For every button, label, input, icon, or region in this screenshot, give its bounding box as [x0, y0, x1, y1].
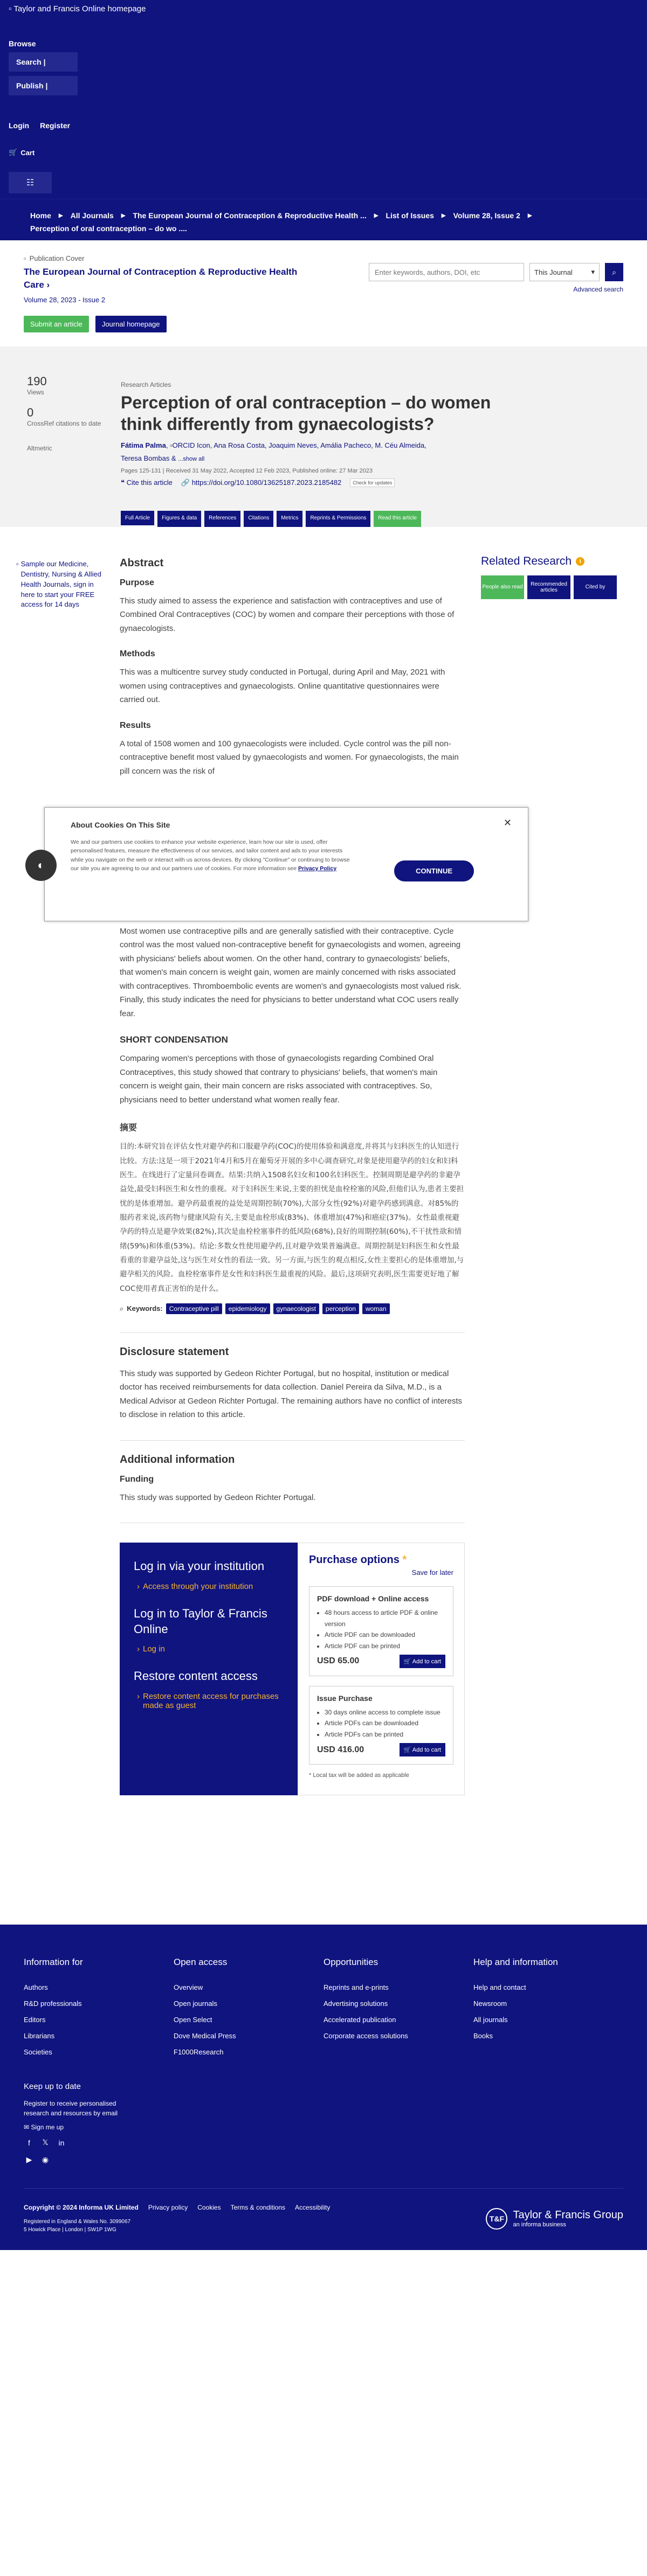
footer-privacy-link[interactable]: Privacy policy	[148, 2203, 188, 2211]
facebook-icon[interactable]: f	[28, 2138, 30, 2147]
footer-column	[473, 1957, 623, 2060]
register-link[interactable]: Register	[40, 121, 71, 130]
cookie-banner	[37, 807, 528, 921]
breadcrumb-separator-icon: ▶	[527, 212, 532, 219]
conclusion-text: Most women use contraceptive pills and are generally satisfied with their contraceptive. Cycle control was the most valued non-contraceptive benefit for gynaecologists and women, agreeing with physicians' beliefs about women. On the other hand, contrary to gynaecologists' beliefs, that women's main concern is weight gain, women are mainly concerned with risks associated with contraceptives. Thromboembolic events are women's and gynaecologists most valued risk. Finally, this study indicates the need for physicians to better understand what COC users really fear.	[120, 926, 462, 1018]
keyword-chip[interactable]: gynaecologist	[273, 1303, 319, 1314]
privacy-policy-link[interactable]: Privacy Policy	[298, 865, 337, 872]
breadcrumb-item[interactable]: All Journals	[70, 211, 114, 220]
youtube-icon[interactable]: ▶	[26, 2155, 32, 2164]
footer-link[interactable]: R&D professionals	[24, 1999, 82, 2008]
article-metrics	[27, 374, 108, 452]
keep-up-heading: Keep up to date	[24, 2081, 81, 2091]
publication-history: Pages 125-131 | Received 31 May 2022, Accepted 12 Feb 2023, Published online: 27 Mar 2023	[121, 467, 373, 474]
article-title: Perception of oral contraception – do women think differently from gynaecologists?	[121, 392, 491, 434]
cookie-logo-icon: ◐	[25, 850, 57, 881]
footer-link[interactable]: Help and contact	[473, 1983, 526, 1992]
views-count: 190	[27, 374, 47, 388]
tab-recommended[interactable]: Recommended articles	[527, 575, 570, 599]
cite-article-link[interactable]: ❝ Cite this article	[121, 478, 173, 487]
footer-column-title: Open access	[174, 1957, 228, 1968]
footer-link[interactable]: Editors	[24, 2015, 46, 2024]
altmetric-label[interactable]: Altmetric	[27, 444, 52, 452]
footer-column	[324, 1957, 473, 2060]
short-condensation-heading: SHORT CONDENSATION	[120, 1034, 228, 1045]
keyword-chip[interactable]: Contraceptive pill	[166, 1303, 222, 1314]
cookie-continue-button[interactable]: CONTINUE	[394, 860, 474, 881]
breadcrumb-separator-icon: ▶	[121, 212, 126, 219]
footer-link[interactable]: Advertising solutions	[324, 1999, 388, 2008]
orcid-icon[interactable]: ▫	[170, 441, 173, 449]
breadcrumb-item[interactable]: List of Issues	[386, 211, 434, 220]
tf-logo-icon: T&F	[486, 2208, 507, 2230]
tab-metrics[interactable]: Metrics	[277, 511, 302, 527]
weibo-icon[interactable]: ◉	[42, 2155, 49, 2164]
related-research-heading: Related Research	[481, 554, 572, 567]
footer-accessibility-link[interactable]: Accessibility	[294, 2203, 331, 2211]
search-icon: ⌕	[612, 267, 616, 276]
journal-title-link[interactable]: The European Journal of Contraception & Reproductive Health Care ›	[24, 267, 298, 290]
funding-heading: Funding	[120, 1474, 154, 1484]
related-research	[481, 527, 643, 1817]
crossref-count: 0	[27, 405, 34, 419]
advanced-search-link[interactable]: Advanced search	[573, 286, 623, 293]
journal-header	[0, 240, 647, 346]
footer-cookies-link[interactable]: Cookies	[197, 2203, 221, 2211]
keyword-chip[interactable]: epidemiology	[225, 1303, 270, 1314]
footer-link[interactable]: Reprints and e-prints	[324, 1983, 389, 1992]
tab-citations[interactable]: Citations	[244, 511, 273, 527]
footer-link[interactable]: F1000Research	[174, 2047, 224, 2056]
footer-link[interactable]: Librarians	[24, 2031, 55, 2040]
methods-text: This was a multicentre survey study conducted in Portugal, during April and May, 2021 with women using contraceptives and gynaecologists. Online quantitative questionnaires were carried out.	[120, 668, 445, 705]
disclosure-heading: Disclosure statement	[120, 1345, 229, 1358]
footer-link[interactable]: Open journals	[174, 1999, 217, 2008]
keywords-label: Keywords:	[127, 1304, 163, 1313]
price: USD 65.00	[317, 1656, 360, 1666]
methods-heading: Methods	[120, 649, 155, 659]
tf-login-heading: Log in to Taylor & Francis Online	[134, 1607, 267, 1636]
tab-full-article[interactable]: Full Article	[121, 511, 154, 527]
tax-note: * Local tax will be added as applicable	[309, 1772, 409, 1779]
tab-cited-by[interactable]: Cited by	[574, 575, 617, 599]
social-links	[24, 2137, 623, 2148]
crossref-label: CrossRef citations to date	[27, 419, 101, 427]
mail-icon: ✉	[24, 2123, 30, 2131]
tab-people-also-read[interactable]: People also read	[481, 575, 524, 599]
save-for-later-link[interactable]: Save for later	[411, 1568, 453, 1577]
doi-link[interactable]: 🔗 https://doi.org/10.1080/13625187.2023.2185482	[181, 478, 342, 487]
price: USD 416.00	[317, 1745, 364, 1754]
footer-link[interactable]: Overview	[174, 1983, 203, 1992]
abstract-heading: Abstract	[120, 557, 164, 569]
link-icon: 🔗	[181, 478, 190, 487]
search-input[interactable]	[369, 263, 524, 281]
cookie-description: We and our partners use cookies to enhance your website experience, learn how our site is used, offer personalised features, measure the effectiveness of our services, and tailor content and ads to your interests while you navigate on the web or interact with us across devices. By clicking "Continue" or continuing to browse our site you are agreeing to our and our partners use of cookies. For more information see Privacy Policy	[71, 838, 350, 872]
signup-link[interactable]: ✉ Sign me up	[24, 2123, 64, 2131]
login-link[interactable]: › Log in	[137, 1644, 165, 1654]
check-updates-badge[interactable]: Check for updates	[350, 478, 395, 487]
footer-column-title: Information for	[24, 1957, 83, 1968]
menu-toggle-button[interactable]	[9, 172, 52, 193]
close-icon[interactable]: ✕	[503, 817, 512, 828]
purchase-option-pdf: PDF download + Online access • 48 hours access to article PDF & online version • Article PDF can be downloaded • Article PDF can be printed USD 65.00 🛒 Add to cart	[309, 1586, 453, 1676]
cookie-title: About Cookies On This Site	[71, 820, 170, 829]
chevron-right-icon: ›	[137, 1582, 140, 1591]
author-list: Fátima Palma, ▫ORCID Icon, Ana Rosa Costa, Joaquim Neves, Amália Pacheco, M. Céu Almeida, Teresa Bombas & ...show all	[121, 441, 426, 463]
keyword-chip[interactable]: perception	[322, 1303, 359, 1314]
company-registration: Registered in England & Wales No. 3099067 5 Howick Place | London | SW1P 1WG	[24, 2218, 131, 2233]
author-link[interactable]: Teresa Bombas &	[121, 454, 176, 463]
journal-homepage-button[interactable]: Journal homepage	[95, 316, 167, 332]
disclosure-text: This study was supported by Gedeon Richter Portugal, but no hospital, institution or medical doctor has received reimbursements for data collection. Daniel Pereira da Silva, M.D., is a Medical Advisor at Gedeon Richter Portugal. The remaining authors have no conflict of interests to disclose in relation to this article.	[120, 1369, 463, 1420]
submit-article-button[interactable]: Submit an article	[24, 316, 89, 332]
chinese-abstract-heading: 摘要	[120, 1122, 137, 1133]
results-heading: Results	[120, 720, 151, 730]
short-condensation-text: Comparing women's perceptions with those of gynaecologists regarding Combined Oral Contraceptives, this study showed that contrary to physicians' beliefs, that women's main concern is weight gain, their main concern are risks associated with contraceptives. So, physicians need to better understand what women really fear.	[120, 1054, 438, 1105]
purchase-heading: Purchase options *	[309, 1554, 407, 1566]
results-text: A total of 1508 women and 100 gynaecologists were included. Cycle control was the pill non-contraceptive benefit most valued by gynaecologists and women. For gynaecologists, the main pill concern was the risk of	[120, 739, 459, 776]
author-link[interactable]: Fátima Palma	[121, 441, 166, 449]
x-twitter-icon[interactable]: 𝕏	[42, 2138, 49, 2147]
footer-link[interactable]: Books	[473, 2031, 493, 2040]
star-icon: *	[402, 1554, 407, 1566]
social-links-2	[24, 2155, 623, 2165]
breadcrumb-item[interactable]: Volume 28, Issue 2	[453, 211, 520, 220]
institution-login-heading: Log in via your institution	[134, 1559, 265, 1573]
show-all-authors-link[interactable]: ...show all	[178, 456, 205, 463]
add-to-cart-button[interactable]: 🛒 Add to cart	[400, 1743, 445, 1756]
site-logo[interactable]: ▫ Taylor and Francis Online homepage	[9, 4, 146, 13]
footer-link[interactable]: Authors	[24, 1983, 48, 1992]
additional-info-heading: Additional information	[120, 1453, 235, 1466]
cart-link[interactable]: Cart	[20, 148, 35, 157]
tab-reprints[interactable]: Reprints & Permissions	[306, 511, 370, 527]
add-to-cart-button[interactable]: 🛒 Add to cart	[400, 1655, 445, 1668]
chevron-down-icon: ▾	[591, 268, 595, 276]
footer-column-title: Help and information	[473, 1957, 558, 1968]
publication-cover[interactable]: ▫ Publication Cover	[24, 254, 85, 262]
newsletter-section	[24, 2082, 623, 2165]
article-body	[120, 527, 465, 1817]
tab-figures-data[interactable]: Figures & data	[157, 511, 201, 527]
keyword-chip[interactable]: woman	[362, 1303, 390, 1314]
tf-group-logo[interactable]: T&F Taylor & Francis Group an informa business	[486, 2204, 623, 2234]
breadcrumb-separator-icon: ▶	[374, 212, 378, 219]
hamburger-icon: ☷	[26, 178, 35, 188]
keep-up-text: Register to receive personalised research and resources by email	[24, 2099, 118, 2117]
search-scope-select[interactable]: This Journal ▾	[529, 263, 600, 281]
breadcrumb-separator-icon: ▶	[441, 212, 446, 219]
tab-references[interactable]: References	[204, 511, 240, 527]
site-header	[0, 0, 647, 199]
browse-label: Browse	[9, 39, 36, 48]
broken-image-icon: ▫	[24, 254, 26, 262]
footer-link[interactable]: All journals	[473, 2015, 508, 2024]
chevron-right-icon: ›	[137, 1691, 140, 1701]
breadcrumb	[0, 199, 647, 240]
article-tabs	[121, 511, 623, 527]
copyright: Copyright © 2024 Informa UK Limited	[24, 2203, 139, 2211]
broken-image-icon: ▫	[16, 559, 19, 568]
footer-link[interactable]: Corporate access solutions	[324, 2031, 408, 2040]
footer-link[interactable]: Accelerated publication	[324, 2015, 396, 2024]
views-label: Views	[27, 388, 44, 396]
divider	[120, 1440, 465, 1441]
search-icon: ⌕	[120, 1304, 124, 1313]
purpose-text: This study aimed to assess the experience and satisfaction with contraceptives and use of Combined Oral Contraceptives (COC) by women and compare their perceptions with those of gynaecologists.	[120, 596, 455, 633]
quote-icon: ❝	[121, 478, 125, 487]
cart-icon: 🛒	[403, 1658, 411, 1665]
cart-icon: 🛒	[9, 148, 18, 156]
breadcrumb-item: Perception of oral contraception – do wo ....	[30, 224, 187, 233]
restore-heading: Restore content access	[134, 1669, 258, 1683]
login-link[interactable]: Login	[9, 121, 30, 130]
chinese-abstract-text: 目的:本研究旨在评估女性对避孕药和口服避孕药(COC)的使用体验和满意度,并将其与妇科医生的认知进行比较。方法:这是一项于2021年4月和5月在葡萄牙开展的多中心调查研究,对象是使用避孕药的妇女和妇科医生。在线进行了定量问卷调查。结果:共纳入1508名妇女和100名妇科医生。控制周期是避孕药的非避孕益处,最受妇科医生和女性的重视。对于妇科医生来说,主要的担忧是血栓栓塞的风险,但他们认为,患者主要担忧的是体重增加。避孕药最重视的益处是周期控制(70%),大部分女性(92%)对避孕药感到满意。对85%的服药者来说,该药物与健康风险有关,主要是血栓形成(83%)、体重增加(47%)和癌症(37%)。女性最重视避孕药的特点是避孕效果(82%),其次是血栓栓塞事件的低风险(68%),良好的周期控制(60%),不干扰性欲和情绪(59%)和体重(53%)。结论:多数女性使用避孕药,且对避孕效果普遍满意。周期控制是妇科医生和女性最看重的非避孕益处,这与医生对女性的看法一致。另一方面,与医生的观点相反,女性主要担心的是体重增加,与避孕相关的风险。血栓栓塞事件是女性和妇科医生最重视的风险。最后,这项研究表明,医生需要更好地了解COC使用者真正害怕的是什么。	[120, 1142, 464, 1293]
article-type: Research Articles	[121, 380, 171, 388]
linkedin-icon[interactable]: in	[58, 2138, 65, 2147]
purchase-option-issue: Issue Purchase • 30 days online access to complete issue • Article PDFs can be downloaded • Article PDFs can be printed USD 416.00 🛒 Add to cart	[309, 1686, 453, 1765]
sample-access-ad[interactable]: ▫ Sample our Medicine, Dentistry, Nursing & Allied Health Journals, sign in here to start your FREE access for 14 days	[16, 559, 102, 610]
search-nav-button[interactable]: Search |	[9, 52, 78, 72]
restore-access-link[interactable]: › Restore content access for purchases made as guest	[137, 1691, 279, 1710]
author-links[interactable]: Ana Rosa Costa, Joaquim Neves, Amália Pacheco, M. Céu Almeida,	[214, 441, 426, 449]
footer-column	[174, 1957, 324, 2060]
breadcrumb-separator-icon: ▶	[58, 212, 63, 219]
breadcrumb-item[interactable]: Home	[30, 211, 51, 220]
keywords	[120, 1303, 465, 1314]
funding-text: This study was supported by Gedeon Richter Portugal.	[120, 1492, 316, 1502]
footer-link[interactable]: Dove Medical Press	[174, 2031, 236, 2040]
footer-column-title: Opportunities	[324, 1957, 378, 1968]
article-header	[0, 346, 647, 527]
access-panel	[120, 1543, 465, 1795]
purpose-heading: Purpose	[120, 578, 155, 587]
chevron-right-icon: ›	[137, 1644, 140, 1654]
footer-link[interactable]: Newsroom	[473, 1999, 507, 2008]
footer-terms-link[interactable]: Terms & conditions	[230, 2203, 285, 2211]
site-footer	[0, 1925, 647, 2249]
footer-link[interactable]: Societies	[24, 2047, 52, 2056]
breadcrumb-item[interactable]: The European Journal of Contraception & Reproductive Health ...	[133, 211, 367, 220]
read-article-button[interactable]: Read this article	[374, 511, 421, 527]
institution-access-link[interactable]: › Access through your institution	[137, 1582, 253, 1591]
broken-image-icon: ▫	[9, 4, 12, 13]
cart-icon: 🛒	[403, 1747, 411, 1754]
publish-nav-button[interactable]: Publish |	[9, 76, 78, 95]
divider	[120, 1332, 465, 1333]
issue-link[interactable]: Volume 28, 2023 - Issue 2	[24, 295, 106, 304]
search-bar	[369, 263, 623, 281]
footer-link[interactable]: Open Select	[174, 2015, 212, 2024]
search-submit-button[interactable]	[605, 263, 623, 281]
footer-column	[24, 1957, 174, 2060]
info-icon[interactable]: i	[576, 557, 584, 566]
